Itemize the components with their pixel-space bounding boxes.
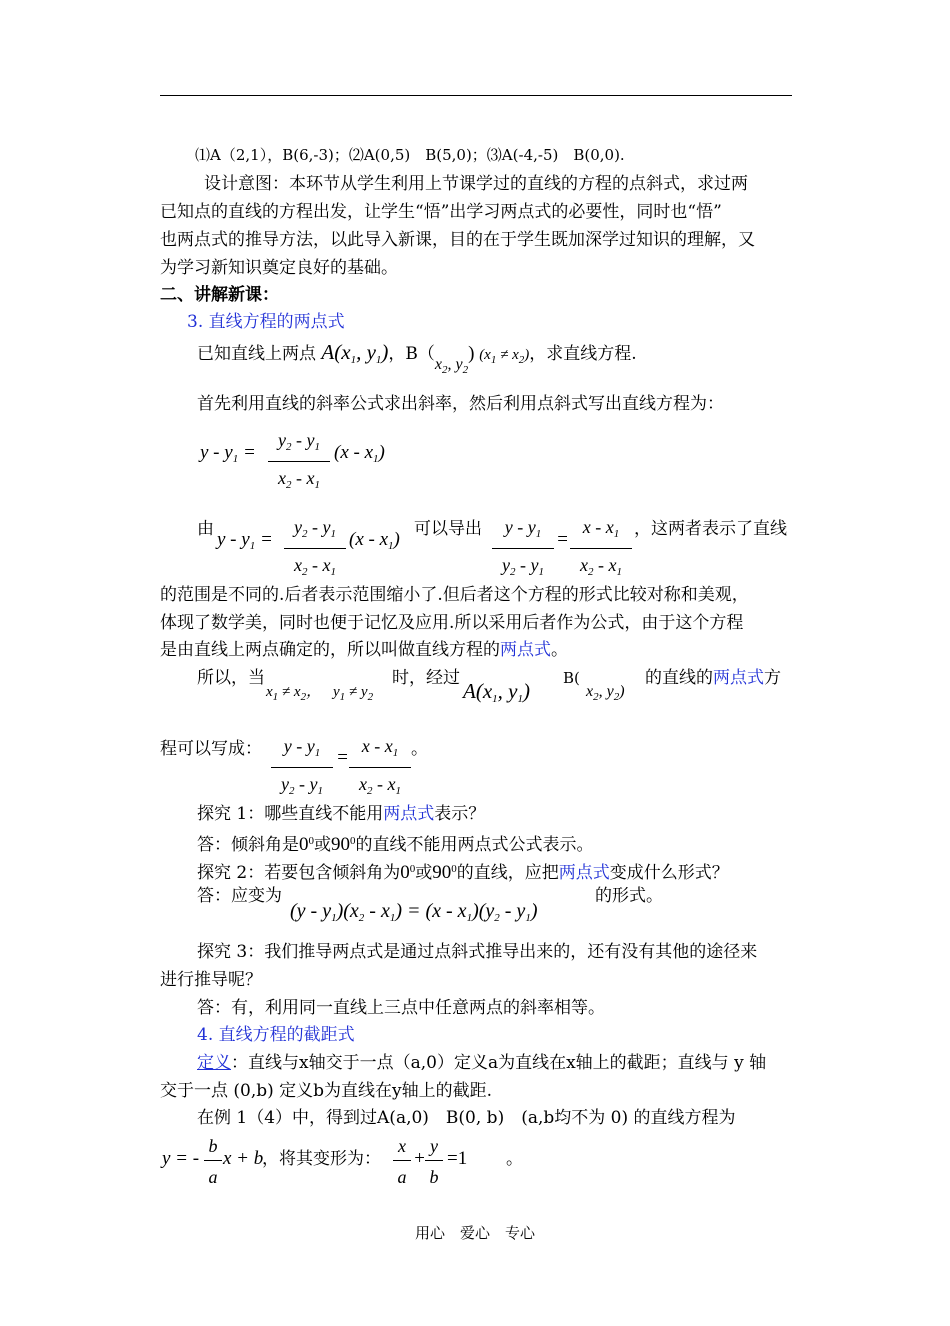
explore-3-line-1: 探究 3：我们推导两点式是通过点斜式推导出来的，还有没有其他的途径来 — [197, 942, 758, 962]
first-use-line: 首先利用直线的斜率公式求出斜率，然后利用点斜式写出直线方程为： — [197, 394, 724, 414]
subsection-two-point: 3. 直线方程的两点式 — [187, 312, 345, 332]
examples-line: ⑴A（2,1），B(6,-3)；⑵A(0,5) B(5,0)；⑶A(-4,-5) B(0,0). — [195, 146, 625, 164]
definition-line-2: 交于一点 (0,b) 定义b为直线在y轴上的截距. — [160, 1081, 493, 1101]
two-point-rhs-fraction: $\frac{x - x_1}{x_2 - x_1}$ — [570, 515, 632, 584]
answer-2-prefix: 答：应变为 — [197, 886, 282, 906]
two-point-eq-sign: = — [556, 529, 569, 550]
final-eq-sign: = — [336, 747, 349, 768]
intercept-rhs: x + b — [223, 1148, 264, 1169]
formula-2-fraction: $\frac{y_2 - y_1}{x_2 - x_1}$ — [284, 515, 346, 584]
definition-line-1: 定义：直线与x轴交于一点（a,0）定义a为直线在x轴上的截距；直线与 y 轴 — [197, 1053, 767, 1073]
when-text: 时，经过 — [392, 668, 460, 688]
design-intent-4: 为学习新知识奠定良好的基础。 — [160, 258, 398, 278]
so-when-text: 所以，当 — [197, 668, 265, 688]
page-footer: 用心 爱心 专心 — [414, 1224, 535, 1242]
header-rule — [160, 95, 792, 96]
para-line-1: 的范围是不同的.后者表示范围缩小了.但后者这个方程的形式比较对称和美观， — [160, 585, 749, 605]
b-over-a-fraction: $\frac{b}{a}$ — [204, 1134, 222, 1189]
can-derive-text: 可以导出 — [414, 519, 482, 539]
point-b: $x_2$, $y_2$) — [586, 683, 625, 703]
point-a: $A(x_1$, $y_1$) — [463, 679, 530, 705]
intercept-period: 。 — [506, 1149, 523, 1169]
y-over-b-fraction: $\frac{y}{b}$ — [425, 1134, 443, 1189]
x-over-a-fraction: $\frac{x}{a}$ — [393, 1134, 411, 1189]
formula-slope-fraction: $\frac{y_2 - y_1}{x_2 - x_1}$ — [268, 428, 330, 497]
plus-sign: + — [413, 1148, 426, 1169]
answer-2-suffix: 的形式。 — [595, 886, 663, 906]
transform-text: ，将其变形为： — [262, 1149, 381, 1169]
final-period: 。 — [411, 739, 428, 759]
subsection-intercept: 4. 直线方程的截距式 — [197, 1025, 355, 1045]
b-open: B( — [563, 669, 580, 687]
known-points-line: 已知直线上两点 $A(x_1$, $y_1$)，$B(x_2$, $y_2$) $(x_1 \ne x_2)$，求直线方程. — [197, 340, 637, 376]
section-heading: 二、讲解新课： — [160, 285, 279, 305]
formula-point-slope-lhs: y - $y_1$ = — [200, 442, 256, 465]
formula-2-rhs: $(x - x_1)$ — [349, 529, 400, 552]
two-point-lhs-fraction: $\frac{y - y_1}{y_2 - y_1}$ — [492, 515, 554, 584]
example-line: 在例 1（4）中，得到过A(a,0) B(0, b) (a,b均不为 0) 的直线方程为 — [197, 1108, 736, 1128]
intercept-lhs: y = - — [162, 1148, 200, 1169]
design-intent-2: 已知点的直线的方程出发，让学生“悟”出学习两点式的必要性，同时也“悟” — [160, 202, 722, 222]
para-line-2: 体现了数学美，同时也便于记忆及应用.所以采用后者作为公式，由于这个方程 — [160, 613, 744, 633]
design-intent-3: 也两点式的推导方法，以此导入新课，目的在于学生既加深学过知识的理解，又 — [160, 230, 755, 250]
these-two-text: ，这两者表示了直线 — [634, 519, 787, 539]
explore-3-line-2: 进行推导呢？ — [160, 970, 262, 990]
of-line-text: 的直线的两点式方 — [645, 668, 781, 688]
equals-one: =1 — [447, 1148, 468, 1169]
from-text: 由 — [197, 519, 214, 539]
two-point-term: 两点式 — [500, 640, 551, 660]
definition-label: 定义 — [197, 1053, 231, 1073]
condition-y: $y_1 \ne y_2$ — [333, 684, 374, 703]
final-rhs-fraction: $\frac{x - x_1}{x_2 - x_1}$ — [349, 734, 411, 803]
condition-x: $x_1 \ne x_2$， — [266, 684, 322, 703]
explore-1: 探究 1：哪些直线不能用两点式表示？ — [197, 804, 486, 824]
answer-1: 答：倾斜角是$0^0$或$90^0$的直线不能用两点式公式表示。 — [197, 834, 594, 855]
para-line-3: 是由直线上两点确定的，所以叫做直线方程的两点式。 — [160, 640, 568, 660]
formula-2-lhs: y - $y_1$ = — [217, 529, 273, 552]
answer-3: 答：有，利用同一直线上三点中任意两点的斜率相等。 — [197, 998, 605, 1018]
eq-can-write-text: 程可以写成： — [160, 739, 262, 759]
answer-2-formula: $(y - y_1)(x_2 - x_1) = (x - x_1)(y_2 - y_1)$ — [290, 900, 538, 924]
explore-2: 探究 2：若要包含倾斜角为$0^0$或$90^0$的直线，应把两点式变成什么形式？ — [197, 862, 729, 883]
design-intent-1: 设计意图：本环节从学生利用上节课学过的直线的方程的点斜式，求过两 — [204, 174, 748, 194]
formula-point-slope-rhs: $(x - x_1)$ — [334, 442, 385, 465]
final-lhs-fraction: $\frac{y - y_1}{y_2 - y_1}$ — [271, 734, 333, 803]
